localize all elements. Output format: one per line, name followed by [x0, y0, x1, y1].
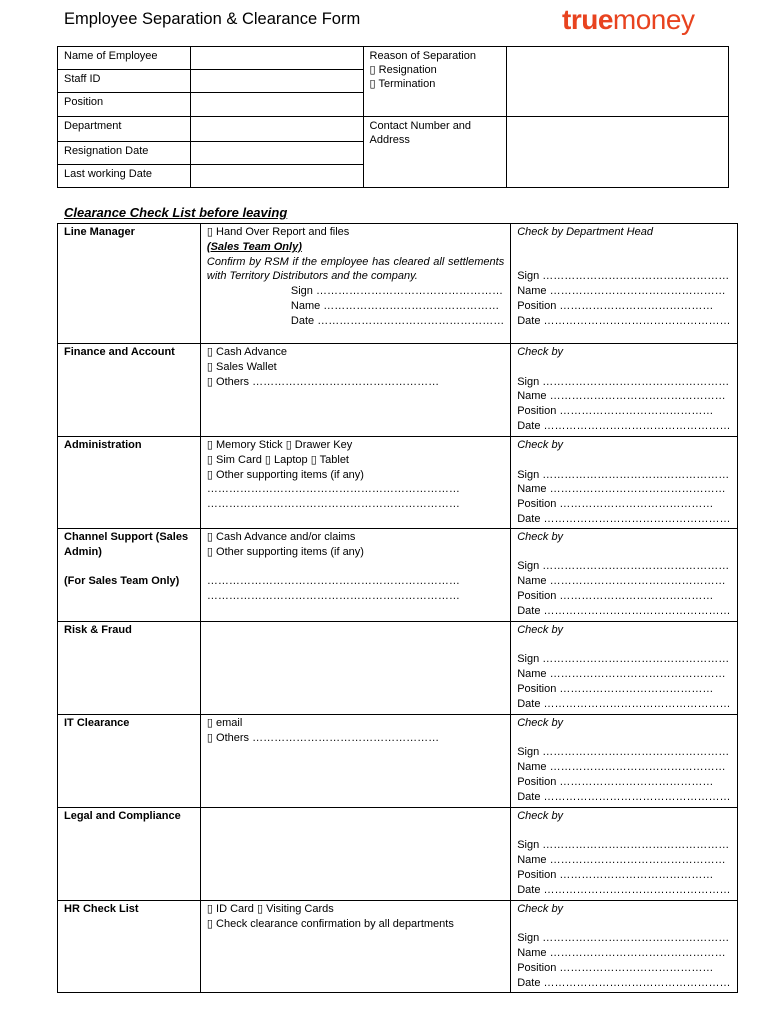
position-line[interactable]: Position ……………………………………	[517, 299, 714, 312]
name-line[interactable]: Name …………………………………………	[517, 575, 726, 588]
department-field[interactable]	[190, 117, 363, 141]
check-by-label: Check by	[517, 716, 564, 729]
it-others-checkbox[interactable]: ▯ Others ……………………………………………	[206, 731, 440, 744]
name-line[interactable]: Name …………………………………………	[517, 390, 726, 403]
sign-line[interactable]: Sign ……………………………………………	[517, 468, 730, 481]
channel-dotted-line[interactable]: ……………………………………………………………	[206, 575, 460, 588]
sign-line[interactable]: Sign ……………………………………………	[517, 746, 730, 759]
last-working-date-label: Last working Date	[58, 164, 191, 187]
admin-other-items-checkbox[interactable]: ▯ Other supporting items (if any)	[206, 468, 364, 481]
date-line[interactable]: Date ……………………………………………	[517, 512, 731, 525]
check-by-label: Check by	[517, 530, 564, 543]
hr-checklist-row	[58, 900, 738, 992]
admin-dotted-line[interactable]: ……………………………………………………………	[206, 498, 460, 511]
date-line[interactable]: Date ……………………………………………	[517, 604, 731, 617]
email-checkbox[interactable]: ▯ email	[206, 716, 243, 729]
sign-line[interactable]: Sign ……………………………………………	[517, 375, 730, 388]
resignation-date-field[interactable]	[190, 141, 363, 164]
resignation-checkbox[interactable]: ▯ Resignation	[369, 64, 437, 76]
sales-team-note: (Sales Team Only)	[206, 240, 302, 253]
legal-compliance-label: Legal and Compliance	[58, 807, 201, 900]
termination-checkbox[interactable]: ▯ Termination	[369, 78, 436, 90]
channel-other-items-checkbox[interactable]: ▯ Other supporting items (if any)	[206, 545, 364, 558]
it-clearance-label: IT Clearance	[58, 714, 201, 807]
date-line[interactable]: Date ……………………………………………	[517, 976, 731, 989]
memory-drawer-checkbox[interactable]: ▯ Memory Stick ▯ Drawer Key	[206, 439, 353, 451]
sales-wallet-checkbox[interactable]: ▯ Sales Wallet	[206, 360, 277, 373]
position-line[interactable]: Position ……………………………………	[517, 589, 714, 602]
line-manager-row	[58, 224, 738, 344]
sign-line[interactable]: Sign ……………………………………………	[517, 270, 730, 283]
contact-field[interactable]	[507, 117, 729, 188]
checklist-title: Clearance Check List before leaving	[64, 205, 288, 220]
position-label: Position	[58, 93, 191, 117]
cash-advance-claims-checkbox[interactable]: ▯ Cash Advance and/or claims	[206, 530, 356, 543]
truemoney-logo: truemoney	[562, 4, 695, 35]
name-line[interactable]: Name …………………………………………	[517, 668, 726, 681]
date-line[interactable]: Date ……………………………………………	[517, 419, 731, 432]
check-by-label: Check by	[517, 623, 564, 636]
check-by-department-head: Check by Department Head	[517, 226, 653, 238]
date-line[interactable]: Date ……………………………………………	[517, 883, 731, 896]
form-title: Employee Separation & Clearance Form	[64, 10, 361, 28]
name-line[interactable]: Name …………………………………………	[517, 854, 726, 867]
administration-row	[58, 437, 738, 529]
hand-over-checkbox[interactable]: ▯ Hand Over Report and files	[206, 226, 350, 238]
resignation-date-label: Resignation Date	[58, 141, 191, 164]
clearance-checklist-table	[57, 223, 738, 993]
position-line[interactable]: Position ……………………………………	[517, 405, 714, 418]
date-line[interactable]: Date ……………………………………………	[517, 314, 731, 327]
risk-fraud-items	[200, 621, 510, 714]
administration-label: Administration	[58, 437, 201, 529]
position-line[interactable]: Position ……………………………………	[517, 868, 714, 881]
lm-sign-line[interactable]: Sign ……………………………………………	[290, 285, 503, 298]
cash-advance-checkbox[interactable]: ▯ Cash Advance	[206, 346, 287, 358]
reason-label: Reason of Separation	[369, 50, 476, 62]
finance-label: Finance and Account	[58, 344, 201, 437]
position-field[interactable]	[190, 93, 363, 117]
date-line[interactable]: Date ……………………………………………	[517, 790, 731, 803]
channel-dotted-line[interactable]: ……………………………………………………………	[206, 589, 460, 602]
risk-fraud-row	[58, 621, 738, 714]
hr-checklist-label: HR Check List	[58, 900, 201, 992]
check-by-label: Check by	[517, 902, 564, 915]
channel-support-label: Channel Support (Sales Admin)	[64, 530, 189, 558]
name-line[interactable]: Name …………………………………………	[517, 947, 726, 960]
employee-info-table	[57, 46, 729, 188]
reason-cell	[363, 47, 507, 117]
line-manager-label: Line Manager	[58, 224, 201, 344]
admin-dotted-line[interactable]: ……………………………………………………………	[206, 483, 460, 496]
check-by-label: Check by	[517, 346, 564, 358]
position-line[interactable]: Position ……………………………………	[517, 775, 714, 788]
id-visiting-cards-checkbox[interactable]: ▯ ID Card ▯ Visiting Cards	[206, 902, 334, 915]
sign-line[interactable]: Sign ……………………………………………	[517, 932, 730, 945]
name-field[interactable]	[190, 47, 363, 70]
position-line[interactable]: Position ……………………………………	[517, 498, 714, 511]
sales-team-only-label: (For Sales Team Only)	[64, 575, 180, 588]
risk-fraud-label: Risk & Fraud	[58, 621, 201, 714]
sim-laptop-tablet-checkbox[interactable]: ▯ Sim Card ▯ Laptop ▯ Tablet	[206, 453, 349, 466]
department-label: Department	[58, 117, 191, 141]
position-line[interactable]: Position ……………………………………	[517, 961, 714, 974]
last-working-date-field[interactable]	[190, 164, 363, 187]
sign-line[interactable]: Sign ……………………………………………	[517, 560, 730, 573]
name-label: Name of Employee	[58, 47, 191, 70]
sign-line[interactable]: Sign ……………………………………………	[517, 839, 730, 852]
name-line[interactable]: Name …………………………………………	[517, 761, 726, 774]
sign-line[interactable]: Sign ……………………………………………	[517, 653, 730, 666]
legal-items	[200, 807, 510, 900]
check-by-label: Check by	[517, 809, 564, 822]
lm-name-line[interactable]: Name …………………………………………	[290, 299, 500, 312]
finance-others-checkbox[interactable]: ▯ Others ……………………………………………	[206, 375, 440, 388]
check-by-label: Check by	[517, 439, 564, 451]
name-line[interactable]: Name …………………………………………	[517, 483, 726, 496]
date-line[interactable]: Date ……………………………………………	[517, 697, 731, 710]
reason-field[interactable]	[507, 47, 729, 117]
clearance-confirmation-checkbox[interactable]: ▯ Check clearance confirmation by all departments	[206, 917, 454, 930]
rsm-confirm-text: Confirm by RSM if the employee has cleared all settlements with Territory Distributors and the company.	[206, 255, 505, 283]
finance-row	[58, 344, 738, 437]
legal-compliance-row	[58, 807, 738, 900]
staff-id-label: Staff ID	[58, 70, 191, 93]
it-clearance-row	[58, 714, 738, 807]
contact-label: Contact Number and Address	[363, 117, 507, 188]
lm-date-line[interactable]: Date ……………………………………………	[290, 314, 505, 327]
name-line[interactable]: Name …………………………………………	[517, 285, 726, 298]
staff-id-field[interactable]	[190, 70, 363, 93]
position-line[interactable]: Position ……………………………………	[517, 682, 714, 695]
channel-support-row	[58, 528, 738, 621]
